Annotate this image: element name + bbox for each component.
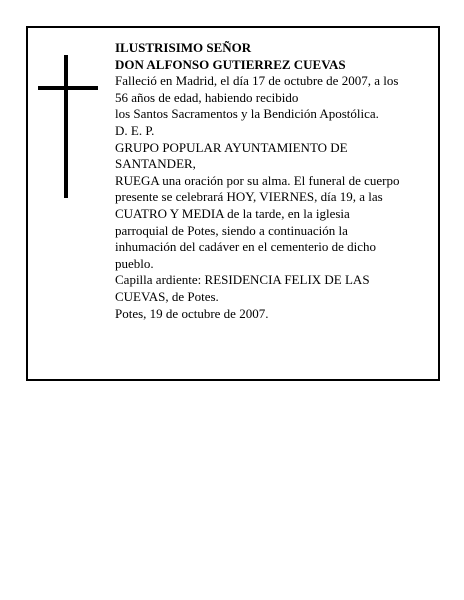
notice-line: inhumación del cadáver en el cementerio de dicho [115,239,376,255]
notice-heading-name: DON ALFONSO GUTIERREZ CUEVAS [115,56,346,72]
notice-line: Capilla ardiente: RESIDENCIA FELIX DE LAS [115,272,370,288]
notice-line: parroquial de Potes, siendo a continuación la [115,222,348,238]
notice-text [115,40,435,322]
notice-line: Falleció en Madrid, el día 17 de octubre de 2007, a los [115,73,399,89]
cross-vertical-bar [64,55,68,198]
notice-line: presente se celebrará HOY, VIERNES, día 19, a las [115,189,383,205]
notice-line: D. E. P. [115,122,155,138]
obituary-notice [26,26,440,381]
cross-icon [38,55,98,198]
notice-line: 56 años de edad, habiendo recibido [115,89,299,105]
notice-line: RUEGA una oración por su alma. El funeral de cuerpo [115,172,400,188]
notice-heading-title: ILUSTRISIMO SEÑOR [115,40,252,55]
notice-line: CUEVAS, de Potes. [115,288,219,304]
notice-line: CUATRO Y MEDIA de la tarde, en la iglesia [115,205,350,221]
notice-line: GRUPO POPULAR AYUNTAMIENTO DE [115,139,348,155]
cross-horizontal-bar [38,86,98,90]
notice-line: los Santos Sacramentos y la Bendición Apostólica. [115,106,379,122]
notice-line: SANTANDER, [115,156,196,172]
notice-line: Potes, 19 de octubre de 2007. [115,305,269,321]
notice-line: pueblo. [115,255,154,271]
